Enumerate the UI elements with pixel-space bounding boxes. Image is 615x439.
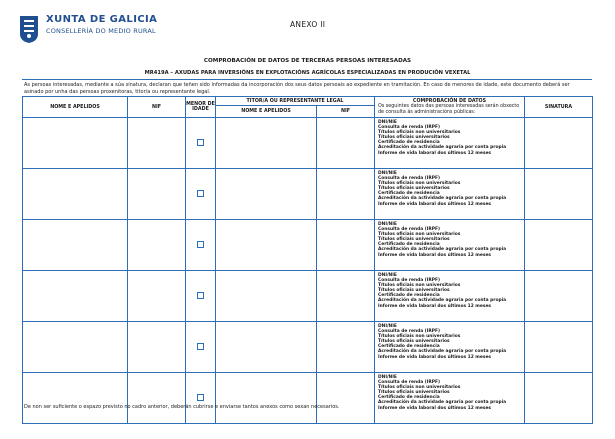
signature-cell[interactable]	[525, 169, 593, 220]
minor-cell	[186, 220, 216, 271]
consult-item: Informe de vida laboral dos últimos 12 meses	[378, 150, 492, 156]
name-cell[interactable]	[23, 271, 128, 322]
consult-cell	[375, 373, 525, 424]
name-cell[interactable]	[23, 169, 128, 220]
consult-cell	[375, 169, 525, 220]
minor-cell	[186, 118, 216, 169]
header-name: NOME E APELIDOS	[23, 97, 128, 118]
consult-item: Informe de vida laboral dos últimos 12 meses	[378, 354, 492, 360]
consult-item: Títulos oficiais non universitarios	[378, 232, 461, 238]
consult-item: Consulta de renda (IRPF)	[378, 176, 440, 182]
consult-item: Títulos oficiais universitarios	[378, 237, 450, 243]
consult-item: Acreditación da actividade agraria por conta propia	[378, 196, 507, 202]
consult-item: Consulta de renda (IRPF)	[378, 125, 440, 131]
consult-item: DNI/NIE	[378, 120, 397, 125]
nif-cell[interactable]	[128, 220, 186, 271]
guardian-nif-cell[interactable]	[317, 271, 375, 322]
minor-cell	[186, 169, 216, 220]
consult-item: Acreditación da actividade agraria por conta propia	[378, 298, 507, 304]
guardian-nif-cell[interactable]	[317, 169, 375, 220]
brand-department: CONSELLERÍA DO MEDIO RURAL	[46, 27, 156, 35]
consult-item: Títulos oficiais non universitarios	[378, 283, 461, 289]
name-cell[interactable]	[23, 220, 128, 271]
name-cell[interactable]	[23, 373, 128, 424]
consult-item: Certificado de residencia	[378, 242, 440, 248]
minor-checkbox[interactable]	[197, 394, 204, 401]
signature-cell[interactable]	[525, 118, 593, 169]
header-nif: NIF	[128, 97, 186, 118]
consult-item: DNI/NIE	[378, 171, 397, 176]
nif-cell[interactable]	[128, 271, 186, 322]
consult-item: Acreditación da actividade agraria por conta propia	[378, 400, 507, 406]
brand-name: XUNTA DE GALICIA	[46, 14, 158, 25]
title-rule	[22, 79, 592, 80]
guardian-name-cell[interactable]	[216, 322, 317, 373]
consult-item: Consulta de renda (IRPF)	[378, 329, 440, 335]
name-cell[interactable]	[23, 322, 128, 373]
consult-item: Certificado de residencia	[378, 293, 440, 299]
signature-cell[interactable]	[525, 322, 593, 373]
consult-item: Títulos oficiais non universitarios	[378, 334, 461, 340]
guardian-name-cell[interactable]	[216, 373, 317, 424]
header-guardian: TITOR/A OU REPRESENTANTE LEGAL	[216, 97, 375, 106]
consult-cell	[375, 322, 525, 373]
consult-item: Informe de vida laboral dos últimos 12 meses	[378, 303, 492, 309]
guardian-nif-cell[interactable]	[317, 373, 375, 424]
document-title: COMPROBACIÓN DE DATOS DE TERCERAS PERSOAS INTERESADAS	[203, 58, 412, 64]
consult-item: Certificado de residencia	[378, 395, 440, 401]
consult-item: Acreditación da actividade agraria por conta propia	[378, 349, 507, 355]
table-row	[23, 271, 593, 322]
table-row	[23, 373, 593, 424]
consult-item: Consulta de renda (IRPF)	[378, 380, 440, 386]
footer-note: De non ser suficiente o espazo previsto no cadro anterior, deberán cubrirse e enviarse tantos anexos como sexan necesarios.	[24, 404, 340, 410]
nif-cell[interactable]	[128, 322, 186, 373]
consult-item: Títulos oficiais universitarios	[378, 390, 450, 396]
third-party-table	[22, 96, 593, 424]
intro-text: As persoas interesadas, mediante a súa sinatura, declaran que teñen sido informadas da incorporación dos seus datos persoais ao expediente en tramitación. En caso de menores de idade, este documento deberá ser asinado por unha das persoas proxenitoras, titor/a ou representante legal.	[24, 82, 570, 95]
consult-item: Consulta de renda (IRPF)	[378, 278, 440, 284]
header-data-check-intro: Os seguintes datos das persoas interesadas serán obxecto de consulta ás administracións públicas:	[378, 103, 520, 115]
consult-item: DNI/NIE	[378, 273, 397, 278]
consult-item: Títulos oficiais universitarios	[378, 288, 450, 294]
guardian-name-cell[interactable]	[216, 118, 317, 169]
signature-cell[interactable]	[525, 220, 593, 271]
guardian-nif-cell[interactable]	[317, 322, 375, 373]
consult-item: Títulos oficiais universitarios	[378, 186, 450, 192]
guardian-nif-cell[interactable]	[317, 220, 375, 271]
header	[18, 14, 157, 52]
consult-cell	[375, 271, 525, 322]
header-guardian-name: NOME E APELIDOS	[216, 106, 317, 118]
guardian-name-cell[interactable]	[216, 220, 317, 271]
guardian-name-cell[interactable]	[216, 271, 317, 322]
xunta-logo-icon	[18, 14, 40, 44]
consult-item: Certificado de residencia	[378, 191, 440, 197]
header-minor: MENOR DE IDADE	[186, 97, 216, 118]
consult-item: Títulos oficiais non universitarios	[378, 130, 461, 136]
header-signature: SINATURA	[525, 97, 593, 118]
consult-item: DNI/NIE	[378, 375, 397, 380]
guardian-nif-cell[interactable]	[317, 118, 375, 169]
consult-item: Títulos oficiais universitarios	[378, 135, 450, 141]
table-row	[23, 220, 593, 271]
consult-item: Títulos oficiais non universitarios	[378, 181, 461, 187]
minor-cell	[186, 373, 216, 424]
minor-checkbox[interactable]	[197, 139, 204, 146]
table-row	[23, 118, 593, 169]
consult-item: Informe de vida laboral dos últimos 12 meses	[378, 405, 492, 411]
minor-cell	[186, 322, 216, 373]
minor-checkbox[interactable]	[197, 190, 204, 197]
consult-item: DNI/NIE	[378, 324, 397, 329]
header-guardian-nif: NIF	[317, 106, 375, 118]
signature-cell[interactable]	[525, 271, 593, 322]
guardian-name-cell[interactable]	[216, 169, 317, 220]
consult-item: Títulos oficiais universitarios	[378, 339, 450, 345]
consult-cell	[375, 118, 525, 169]
table-row	[23, 322, 593, 373]
consult-item: Acreditación da actividade agraria por conta propia	[378, 247, 507, 253]
document-subtitle: MR419A – AXUDAS PARA INVERSIÓNS EN EXPLOTACIÓNS AGRÍCOLAS ESPECIALIZADAS EN PRODUCIÓN VEXETAL	[144, 70, 471, 76]
consult-item: DNI/NIE	[378, 222, 397, 227]
signature-cell[interactable]	[525, 373, 593, 424]
nif-cell[interactable]	[128, 118, 186, 169]
consult-item: Consulta de renda (IRPF)	[378, 227, 440, 233]
table-row	[23, 169, 593, 220]
minor-checkbox[interactable]	[197, 343, 204, 350]
header-data-check	[375, 97, 525, 118]
name-cell[interactable]	[23, 118, 128, 169]
minor-cell	[186, 271, 216, 322]
consult-item: Acreditación da actividade agraria por conta propia	[378, 145, 507, 151]
consult-item: Certificado de residencia	[378, 344, 440, 350]
nif-cell[interactable]	[128, 169, 186, 220]
annex-label: ANEXO II	[290, 20, 326, 29]
minor-checkbox[interactable]	[197, 292, 204, 299]
consult-item: Informe de vida laboral dos últimos 12 meses	[378, 252, 492, 258]
consult-cell	[375, 220, 525, 271]
minor-checkbox[interactable]	[197, 241, 204, 248]
consult-item: Informe de vida laboral dos últimos 12 meses	[378, 201, 492, 207]
consult-item: Certificado de residencia	[378, 140, 440, 146]
header-data-check-title: COMPROBACIÓN DE DATOS	[412, 98, 487, 104]
consult-item: Títulos oficiais non universitarios	[378, 385, 461, 391]
nif-cell[interactable]	[128, 373, 186, 424]
